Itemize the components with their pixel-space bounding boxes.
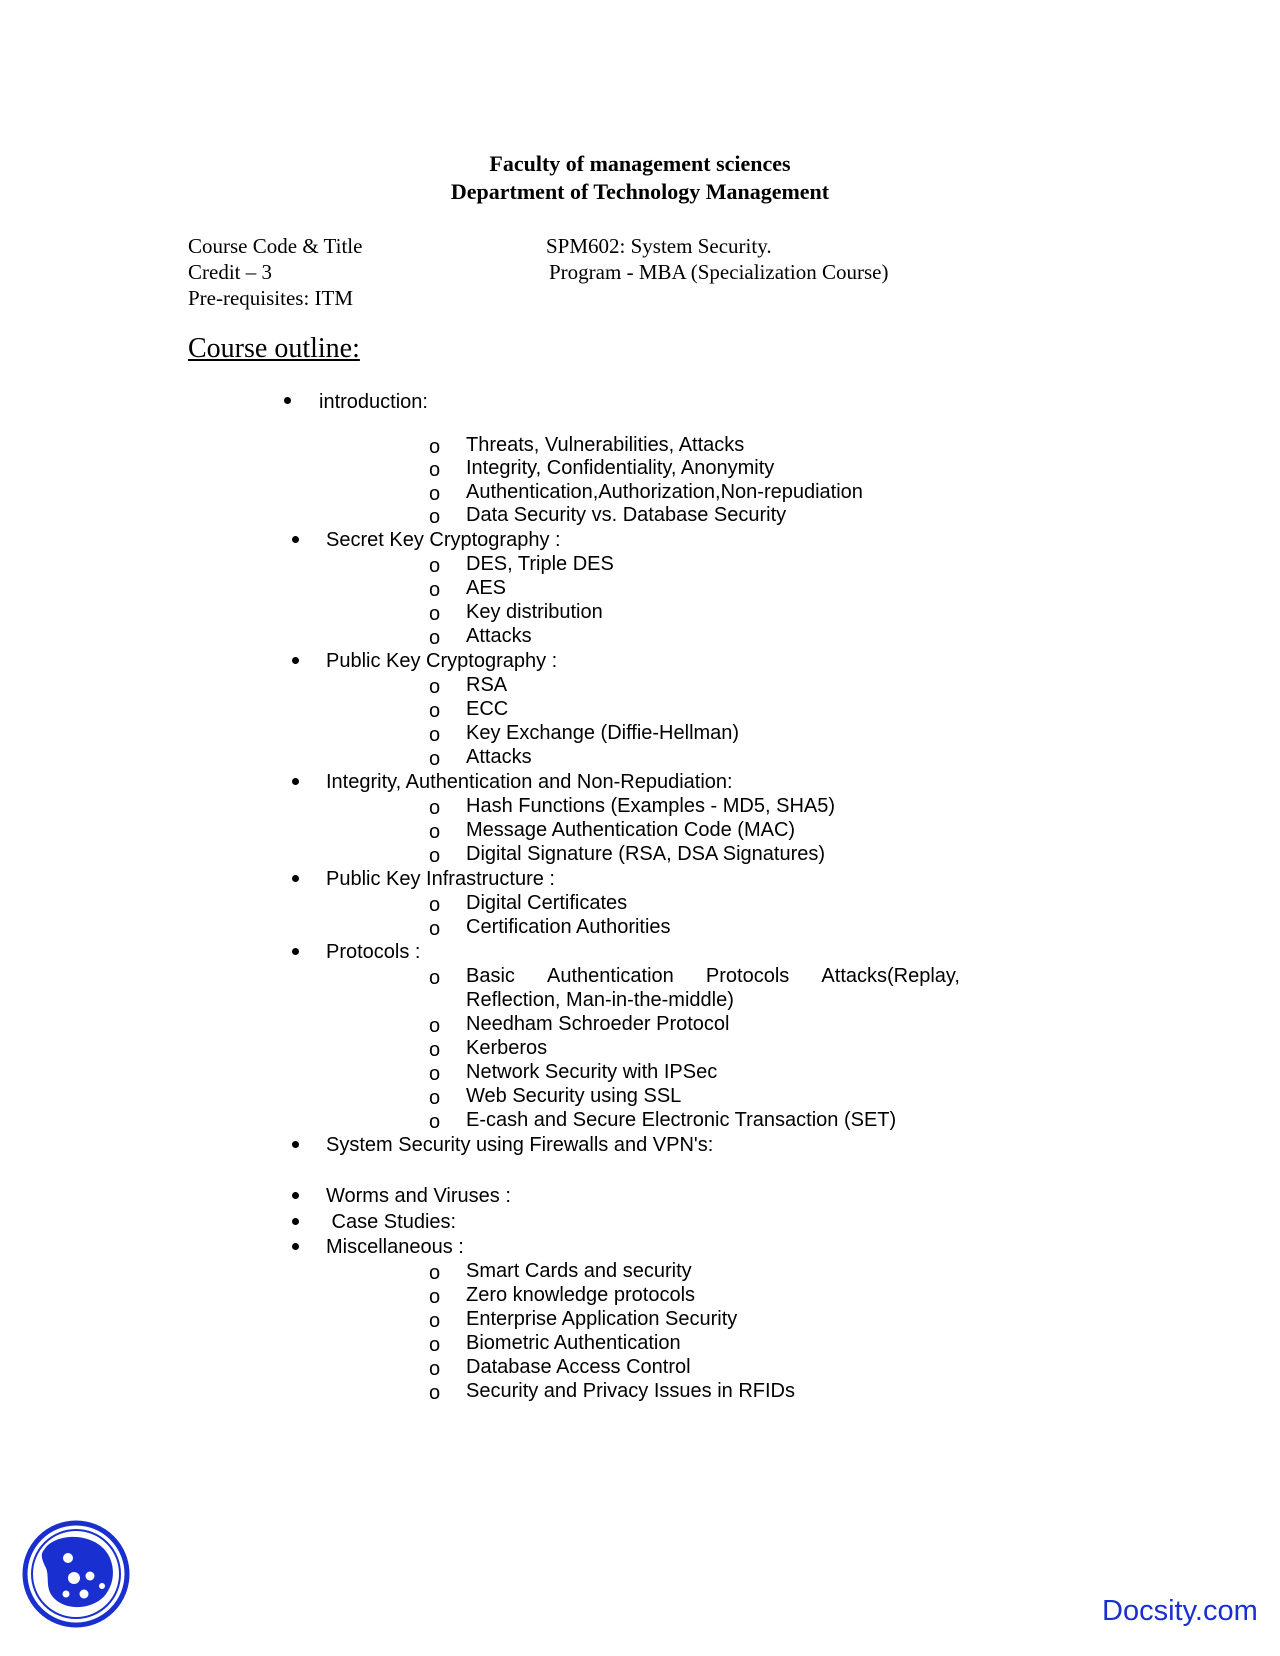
sub-item: ECC [466, 698, 509, 720]
sub-item-word: Authentication [547, 965, 674, 987]
bullet-icon [284, 397, 291, 404]
sub-item: Needham Schroeder Protocol [466, 1013, 730, 1035]
sub-bullet-marker: o [429, 845, 441, 867]
docsity-logo-icon[interactable] [22, 1520, 130, 1628]
sub-bullet-marker: o [429, 1382, 441, 1404]
topic-label: Case Studies: [326, 1211, 457, 1233]
topic-label: Public Key Cryptography : [326, 650, 558, 672]
bullet-icon [292, 1192, 299, 1199]
sub-item: Web Security using SSL [466, 1085, 682, 1107]
program-text: Program - MBA (Specialization Course) [549, 260, 889, 284]
bullet-icon [292, 1243, 299, 1250]
sub-item: AES [466, 577, 507, 599]
bullet-icon [292, 1218, 299, 1225]
sub-bullet-marker: o [429, 700, 441, 722]
sub-bullet-marker: o [429, 676, 441, 698]
sub-bullet-marker: o [429, 918, 441, 940]
bullet-icon [292, 1141, 299, 1148]
sub-item: Certification Authorities [466, 916, 671, 938]
topic-label: Miscellaneous : [326, 1236, 464, 1258]
sub-item: Kerberos [466, 1037, 548, 1059]
sub-item: Smart Cards and security [466, 1260, 692, 1282]
sub-item: Key distribution [466, 601, 603, 623]
sub-bullet-marker: o [429, 555, 441, 577]
sub-bullet-marker: o [429, 579, 441, 601]
sub-item-continuation: Reflection, Man-in-the-middle) [466, 989, 734, 1011]
sub-item: Hash Functions (Examples - MD5, SHA5) [466, 795, 836, 817]
sub-item: DES, Triple DES [466, 553, 614, 575]
course-code-label: Course Code & Title [188, 234, 363, 258]
sub-item: Network Security with IPSec [466, 1061, 718, 1083]
topic-label: Worms and Viruses : [326, 1185, 511, 1207]
sub-bullet-marker: o [429, 821, 441, 843]
sub-bullet-marker: o [429, 1111, 441, 1133]
sub-item-word: Attacks(Replay, [821, 965, 960, 987]
sub-item: Threats, Vulnerabilities, Attacks [466, 434, 745, 456]
sub-bullet-marker: o [429, 1063, 441, 1085]
department-title: Department of Technology Management [450, 179, 830, 204]
topic-label: introduction: [319, 391, 428, 413]
sub-item: Digital Signature (RSA, DSA Signatures) [466, 843, 826, 865]
sub-bullet-marker: o [429, 603, 441, 625]
sub-item: Database Access Control [466, 1356, 691, 1378]
sub-bullet-marker: o [429, 627, 441, 649]
sub-bullet-marker: o [429, 967, 441, 989]
sub-item: Attacks [466, 746, 532, 768]
sub-bullet-marker: o [429, 1039, 441, 1061]
sub-bullet-marker: o [429, 797, 441, 819]
faculty-title: Faculty of management sciences [489, 151, 791, 176]
bullet-icon [292, 875, 299, 882]
sub-bullet-marker: o [429, 1358, 441, 1380]
bullet-icon [292, 778, 299, 785]
sub-bullet-marker: o [429, 1286, 441, 1308]
sub-bullet-marker: o [429, 459, 441, 481]
sub-item: Zero knowledge protocols [466, 1284, 696, 1306]
sub-item: Enterprise Application Security [466, 1308, 738, 1330]
topic-label: System Security using Firewalls and VPN's: [326, 1134, 714, 1156]
sub-bullet-marker: o [429, 748, 441, 770]
sub-bullet-marker: o [429, 436, 441, 458]
sub-bullet-marker: o [429, 1087, 441, 1109]
sub-bullet-marker: o [429, 483, 441, 505]
course-outline-heading: Course outline: [188, 333, 360, 364]
sub-bullet-marker: o [429, 1334, 441, 1356]
topic-label: Integrity, Authentication and Non-Repudiation: [326, 771, 733, 793]
sub-bullet-marker: o [429, 1015, 441, 1037]
sub-bullet-marker: o [429, 894, 441, 916]
prerequisites-text: Pre-requisites: ITM [188, 286, 354, 310]
sub-item: E-cash and Secure Electronic Transaction (SET) [466, 1109, 897, 1131]
sub-item: Attacks [466, 625, 532, 647]
topic-label: Public Key Infrastructure : [326, 868, 555, 890]
sub-item: Data Security vs. Database Security [466, 504, 787, 526]
sub-item: Key Exchange (Diffie-Hellman) [466, 722, 740, 744]
sub-item: Security and Privacy Issues in RFIDs [466, 1380, 795, 1402]
docsity-brand-link[interactable]: Docsity.com [1102, 1595, 1258, 1627]
topic-label: Protocols : [326, 941, 421, 963]
sub-item: Biometric Authentication [466, 1332, 681, 1354]
sub-item: Message Authentication Code (MAC) [466, 819, 796, 841]
bullet-icon [292, 536, 299, 543]
sub-item-word: Protocols [705, 965, 790, 987]
topic-label: Secret Key Cryptography : [326, 529, 561, 551]
sub-item-word: Basic [466, 965, 515, 987]
course-code-value: SPM602: System Security. [546, 234, 772, 258]
sub-item-justified [466, 965, 960, 988]
bullet-icon [292, 657, 299, 664]
sub-item: RSA [466, 674, 508, 696]
sub-bullet-marker: o [429, 506, 441, 528]
sub-item: Integrity, Confidentiality, Anonymity [466, 457, 775, 479]
bullet-icon [292, 948, 299, 955]
sub-bullet-marker: o [429, 1262, 441, 1284]
sub-bullet-marker: o [429, 1310, 441, 1332]
sub-bullet-marker: o [429, 724, 441, 746]
credit-text: Credit – 3 [188, 260, 272, 284]
sub-item: Digital Certificates [466, 892, 628, 914]
sub-item: Authentication,Authorization,Non-repudiation [466, 481, 863, 503]
